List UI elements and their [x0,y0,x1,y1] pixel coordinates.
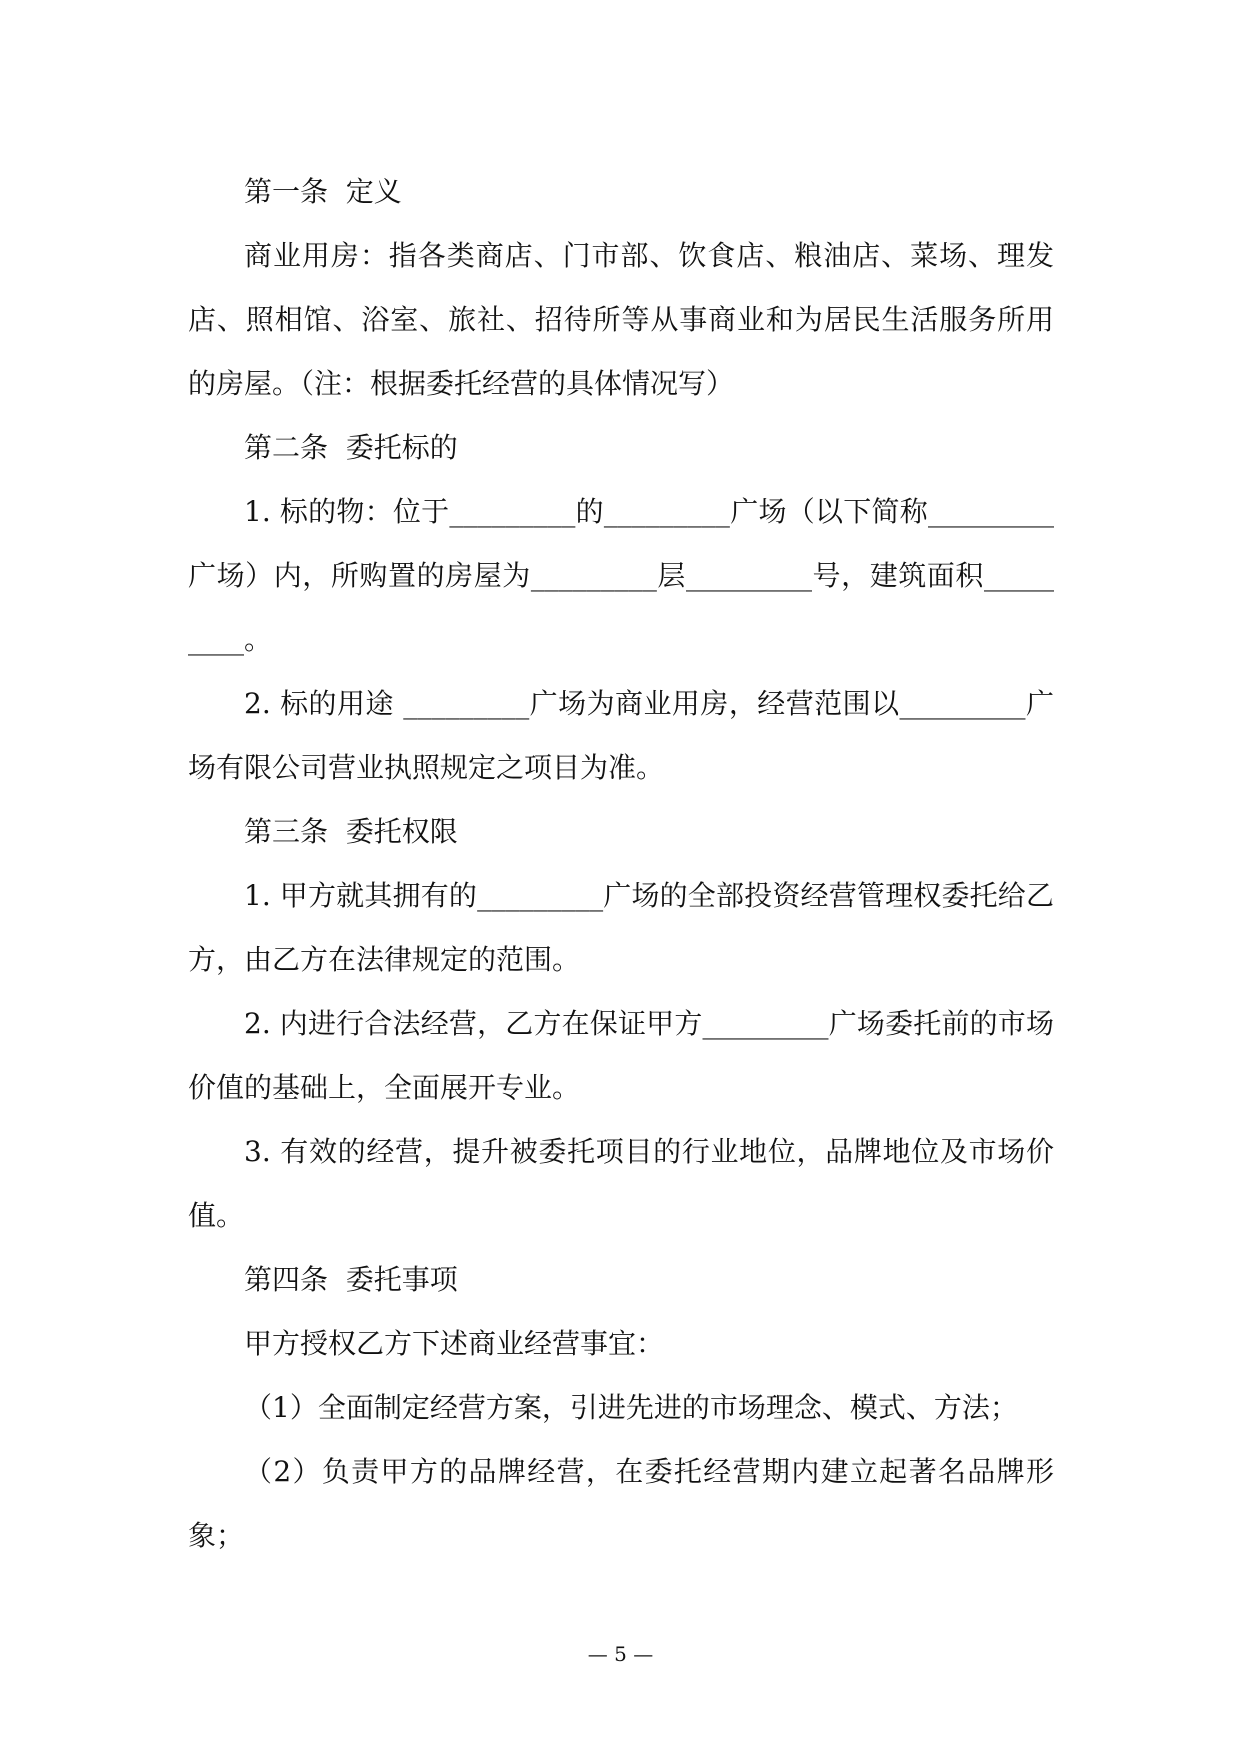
subject-matter-clause: 1. 标的物：位于_________的_________广场（以下简称_________广场）内，所购置的房屋为_________层_________号，建筑面积_________。 [188,495,1054,656]
matters-item-2: （2）负责甲方的品牌经营，在委托经营期内建立起著名品牌形象； [188,1455,1054,1552]
subject-use-clause: 2. 标的用途 _________广场为商业用房，经营范围以_________广场有限公司营业执照规定之项目为准。 [188,687,1054,784]
authority-clause-1: 1. 甲方就其拥有的_________广场的全部投资经营管理权委托给乙方，由乙方在法律规定的范围。 [188,879,1054,976]
matters-intro: 甲方授权乙方下述商业经营事宜： [244,1327,665,1360]
article-4-heading: 第四条 委托事项 [244,1263,458,1296]
document-body [188,160,1054,1568]
page-number: — 5 — [587,1642,654,1666]
matters-item-1: （1）全面制定经营方案，引进先进的市场理念、模式、方法； [244,1391,1018,1424]
authority-clause-3: 3. 有效的经营，提升被委托项目的行业地位，品牌地位及市场价值。 [188,1135,1054,1232]
authority-clause-2: 2. 内进行合法经营，乙方在保证甲方_________广场委托前的市场价值的基础上，全面展开专业。 [188,1007,1054,1104]
article-2-heading: 第二条 委托标的 [244,431,458,464]
article-1-heading: 第一条 定义 [244,175,402,208]
definition-paragraph: 商业用房：指各类商店、门市部、饮食店、粮油店、菜场、理发店、照相馆、浴室、旅社、招待所等从事商业和为居民生活服务所用的房屋。（注：根据委托经营的具体情况写） [188,239,1054,400]
article-3-heading: 第三条 委托权限 [244,815,458,848]
